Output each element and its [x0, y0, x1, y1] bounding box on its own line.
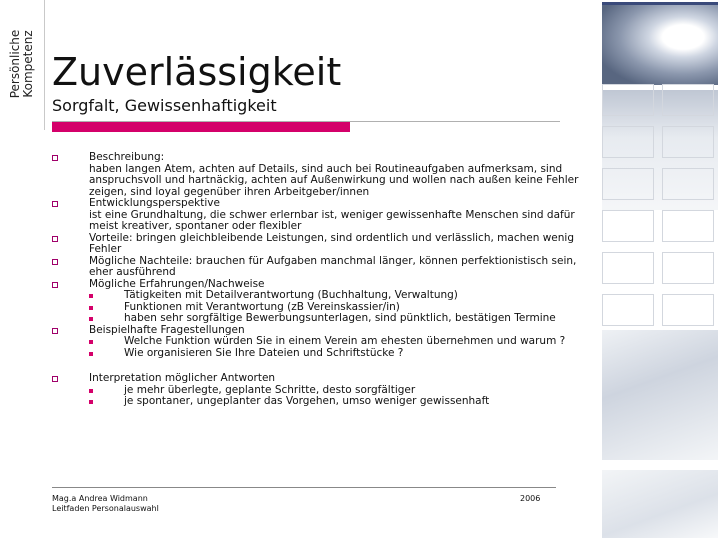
list-item: Beispielhafte Fragestellungen — [52, 325, 597, 337]
sub-list-item: haben sehr sorgfältige Bewerbungsunterlagen, sind pünktlich, bestätigen Termine — [52, 313, 597, 325]
list-item: Beschreibung: haben langen Atem, achten auf Details, sind auch bei Routineaufgaben aufmerksam, sind anspruchsvoll und hartnäckig, achten auf Außenwirkung und wollen nach außen keine Fehler zeigen, sind loyal gegenüber ihren Arbeitgeber/innen — [52, 152, 597, 198]
section-label — [0, 0, 44, 130]
sub-list-item: Welche Funktion würden Sie in einem Verein am ehesten übernehmen und warum ? — [52, 336, 597, 348]
list-item: Interpretation möglicher Antworten — [52, 373, 597, 385]
list-item: Vorteile: bringen gleichbleibende Leistungen, sind ordentlich und verlässlich, machen wenig Fehler — [52, 233, 597, 256]
square-bullet-icon — [52, 259, 58, 265]
list-item: Mögliche Nachteile: brauchen für Aufgaben manchmal länger, können perfektionistisch sein, eher ausführend — [52, 256, 597, 279]
sub-list-item: je spontaner, ungeplanter das Vorgehen, umso weniger gewissenhaft — [52, 396, 597, 408]
bullet-icon — [89, 352, 93, 356]
square-bullet-icon — [52, 376, 58, 382]
list-item: Mögliche Erfahrungen/Nachweise — [52, 279, 597, 291]
section-label-line-1: Persönliche — [8, 29, 22, 99]
square-bullet-icon — [52, 201, 58, 207]
sidebar-divider — [44, 0, 45, 130]
tile-grid — [600, 0, 720, 540]
accent-bar — [52, 122, 350, 132]
square-bullet-icon — [52, 155, 58, 161]
list-item: Entwicklungsperspektive ist eine Grundhaltung, die schwer erlernbar ist, weniger gewissenhafte Menschen sind dafür meist kreativer, spontaner oder flexibler — [52, 198, 597, 233]
bullet-icon — [89, 400, 93, 404]
square-bullet-icon — [52, 282, 58, 288]
square-bullet-icon — [52, 236, 58, 242]
bullet-icon — [89, 306, 93, 310]
bullet-icon — [89, 389, 93, 393]
bullet-icon — [89, 317, 93, 321]
bullet-icon — [89, 294, 93, 298]
sub-list-item: Wie organisieren Sie Ihre Dateien und Schriftstücke ? — [52, 348, 597, 360]
page-subtitle: Sorgfalt, Gewissenhaftigkeit — [52, 96, 277, 115]
sub-list-item: je mehr überlegte, geplante Schritte, desto sorgfältiger — [52, 385, 597, 397]
bullet-icon — [89, 340, 93, 344]
page-title: Zuverlässigkeit — [52, 50, 342, 94]
footer-year: 2006 — [520, 494, 541, 503]
section-label-line-2: Kompetenz — [21, 30, 35, 98]
sub-list-item: Funktionen mit Verantwortung (zB Vereinskassier/in) — [52, 302, 597, 314]
square-bullet-icon — [52, 328, 58, 334]
bullet-list — [52, 152, 597, 408]
footer-author: Mag.a Andrea Widmann — [52, 494, 148, 503]
sub-list-item: Tätigkeiten mit Detailverantwortung (Buchhaltung, Verwaltung) — [52, 290, 597, 302]
footer-document: Leitfaden Personalauswahl — [52, 504, 159, 513]
footer — [52, 494, 159, 514]
footer-rule — [52, 487, 556, 488]
